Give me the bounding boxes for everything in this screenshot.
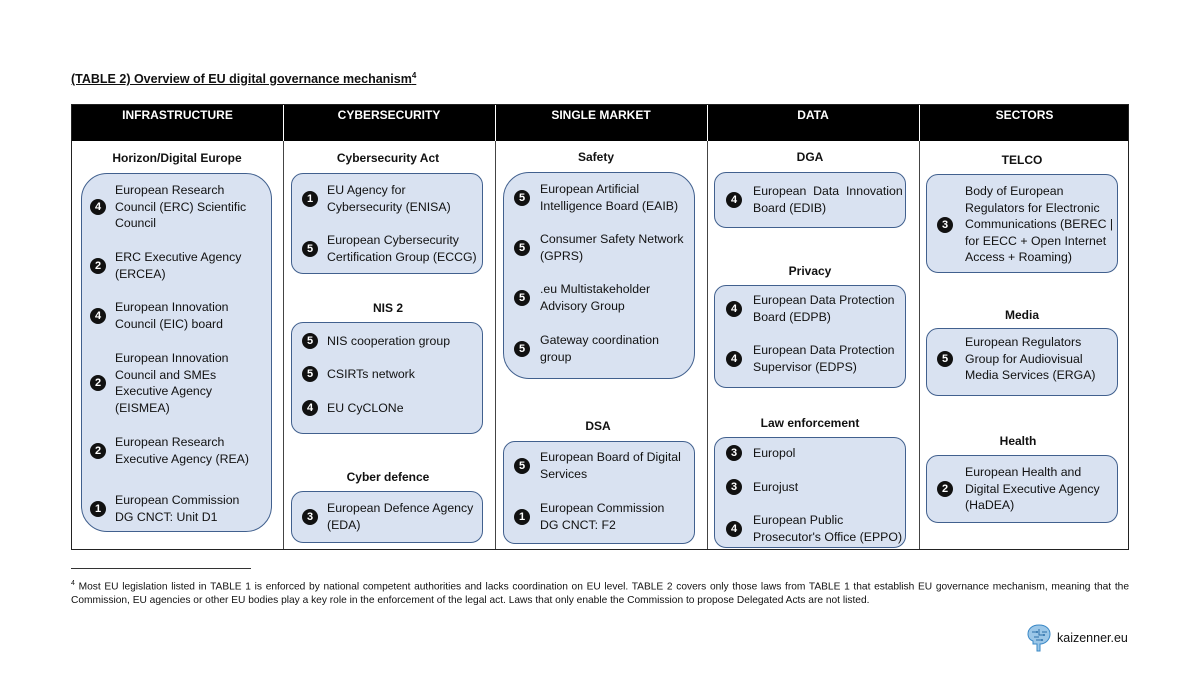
body-name-line: Digital Executive Agency [965, 481, 1100, 496]
level-badge: 4 [726, 351, 742, 367]
body-name [753, 479, 903, 496]
body-name [965, 183, 1115, 266]
header-data: DATA [797, 108, 829, 122]
body-name-line: DG CNCT: Unit D1 [115, 509, 218, 524]
body-name [965, 334, 1115, 384]
section-heading: DGA [796, 150, 824, 164]
body-name [115, 249, 265, 282]
body-name-line: Regulators for Electronic [965, 200, 1100, 215]
body-name-line: Supervisor (EDPS) [753, 359, 857, 374]
body-name-line: CSIRTs network [327, 367, 415, 381]
level-badge: 4 [90, 199, 106, 215]
body-name-line: European Cybersecurity [327, 233, 459, 247]
level-badge: 3 [726, 445, 742, 461]
body-name [327, 366, 477, 383]
body-name [753, 342, 905, 375]
body-name [540, 181, 692, 214]
level-badge: 4 [726, 192, 742, 208]
body-name-line: Council (ERC) Scientific [115, 199, 247, 214]
body-name-line: European Defence Agency [327, 501, 474, 515]
section-heading: Horizon/Digital Europe [112, 151, 242, 165]
table-header [72, 105, 1128, 141]
level-badge: 2 [90, 375, 106, 391]
body-name [327, 500, 477, 533]
level-badge: 5 [302, 366, 318, 382]
body-name-line: for EECC + Open Internet [965, 233, 1107, 248]
level-badge: 5 [302, 241, 318, 257]
level-badge: 5 [514, 341, 530, 357]
level-badge: 3 [937, 217, 953, 233]
level-badge: 2 [937, 481, 953, 497]
body-name-line: European Public [753, 513, 844, 527]
level-badge: 3 [726, 479, 742, 495]
body-name-line: Executive Agency [115, 384, 213, 399]
body-name-line: Access + Roaming) [965, 250, 1072, 265]
body-name [540, 500, 692, 533]
section-heading: Media [1004, 308, 1039, 322]
body-name-line: DG CNCT: F2 [540, 517, 616, 532]
body-name-line: Gateway coordination [540, 333, 659, 347]
body-name-line: European Commission [115, 493, 240, 507]
body-name [540, 449, 692, 482]
header-infrastructure: INFRASTRUCTURE [122, 108, 233, 122]
body-name-line: Council [115, 216, 157, 231]
body-name [753, 183, 903, 216]
body-name [753, 292, 905, 325]
body-name-line: European Research [115, 183, 225, 197]
body-name-line: .eu Multistakeholder [540, 282, 651, 296]
body-name-line: Group for Audiovisual [965, 351, 1083, 366]
body-name-line: ERC Executive Agency [115, 250, 242, 264]
body-name-line: group [540, 349, 572, 364]
body-name-line: Board (EDPB) [753, 309, 831, 324]
body-name-line: Eurojust [753, 480, 799, 494]
body-name [115, 350, 265, 416]
brand-name: kaizenner.eu [1057, 631, 1128, 645]
body-name-line: European Commission [540, 501, 665, 515]
body-name-line: European Board of Digital [540, 450, 681, 464]
body-name-line: Council (EIC) board [115, 316, 223, 331]
section-heading: Safety [577, 150, 615, 164]
body-name-line: (GPRS) [540, 248, 584, 263]
level-badge: 4 [302, 400, 318, 416]
level-badge: 1 [302, 191, 318, 207]
body-name-line: (HaDEA) [965, 498, 1015, 513]
body-name-line: (EDA) [327, 517, 361, 532]
body-name-line: European Health and [965, 465, 1082, 479]
body-name-line: EU Agency for [327, 183, 406, 197]
section-heading: Cyber defence [346, 470, 430, 484]
body-name-line: Council and SMEs [115, 367, 217, 382]
body-name [540, 231, 692, 264]
footnote-divider [71, 568, 251, 569]
level-badge: 5 [514, 290, 530, 306]
table-title: (TABLE 2) Overview of EU digital governance mechanism$^4$ [71, 71, 417, 87]
level-badge: 1 [514, 509, 530, 525]
body-name-line: Communications (BEREC | [965, 217, 1114, 232]
body-name-line: European Data Innovation [753, 184, 903, 198]
body-name [753, 512, 905, 545]
level-badge: 2 [90, 258, 106, 274]
body-name-line: (ERCEA) [115, 266, 166, 281]
body-name [965, 464, 1115, 514]
section-heading: Cybersecurity Act [336, 151, 440, 165]
body-name-line: Executive Agency (REA) [115, 451, 249, 466]
body-name-line: European Data Protection [753, 343, 895, 357]
level-badge: 4 [726, 301, 742, 317]
level-badge: 4 [726, 521, 742, 537]
body-name-line: Board (EDIB) [753, 200, 827, 215]
section-heading: NIS 2 [372, 301, 403, 315]
body-name-line: European Artificial [540, 182, 640, 196]
body-name-line: European Innovation [115, 351, 229, 365]
section-heading: Law enforcement [760, 416, 860, 430]
body-name-line: Intelligence Board (EAIB) [540, 198, 679, 213]
body-name [327, 182, 477, 215]
body-name-line: Services [540, 466, 588, 481]
body-name [115, 299, 265, 332]
body-name-line: Europol [753, 446, 796, 460]
level-badge: 5 [514, 190, 530, 206]
level-badge: 1 [90, 501, 106, 517]
section-heading: Privacy [788, 264, 832, 278]
body-name [540, 281, 692, 314]
body-name-line: NIS cooperation group [327, 334, 451, 348]
level-badge: 3 [302, 509, 318, 525]
body-name-line: Body of European [965, 184, 1064, 198]
level-badge: 5 [514, 240, 530, 256]
body-name-line: Prosecutor's Office (EPPO) [753, 529, 903, 544]
header-cybersecurity: CYBERSECURITY [337, 108, 441, 122]
body-name [327, 232, 479, 265]
body-name-line: Consumer Safety Network [540, 232, 684, 246]
body-name-line: Advisory Group [540, 298, 625, 313]
body-name-line: European Innovation [115, 300, 229, 314]
body-name-line: Media Services (ERGA) [965, 368, 1096, 383]
level-badge: 2 [90, 443, 106, 459]
body-name [115, 434, 265, 467]
body-name-line: (EISMEA) [115, 400, 170, 415]
section-heading: TELCO [1001, 153, 1043, 167]
body-name-line: European Research [115, 435, 225, 449]
body-name-line: Cybersecurity (ENISA) [327, 199, 451, 214]
body-name [327, 400, 477, 417]
level-badge: 4 [90, 308, 106, 324]
level-badge: 5 [937, 351, 953, 367]
section-heading: DSA [585, 419, 611, 433]
body-name [115, 492, 265, 525]
body-name [540, 332, 692, 365]
body-name-line: EU CyCLONe [327, 401, 404, 415]
body-name [327, 333, 477, 350]
brain-circuit-icon [1027, 623, 1051, 653]
level-badge: 5 [514, 458, 530, 474]
body-name-line: Certification Group (ECCG) [327, 249, 477, 264]
level-badge: 5 [302, 333, 318, 349]
body-name [115, 182, 265, 232]
body-name-line: European Regulators [965, 335, 1082, 349]
header-single-market: SINGLE MARKET [551, 108, 651, 122]
section-heading: Health [999, 434, 1037, 448]
header-sectors: SECTORS [995, 108, 1054, 122]
footnote: $^4$ Most EU legislation listed in TABLE 1 is enforced by national competent authorities and lacks coordination on EU level. TABLE 2 covers only those laws from TABLE 1 that establish EU governance mechanism, meaning that the Commission, EU agencies or other EU bodies play a key role in the enforcement of the legal act. Laws that only enable the Commission to propose Delegated Acts are not listed. [71, 580, 1129, 606]
body-name [753, 445, 903, 462]
body-name-line: European Data Protection [753, 293, 895, 307]
